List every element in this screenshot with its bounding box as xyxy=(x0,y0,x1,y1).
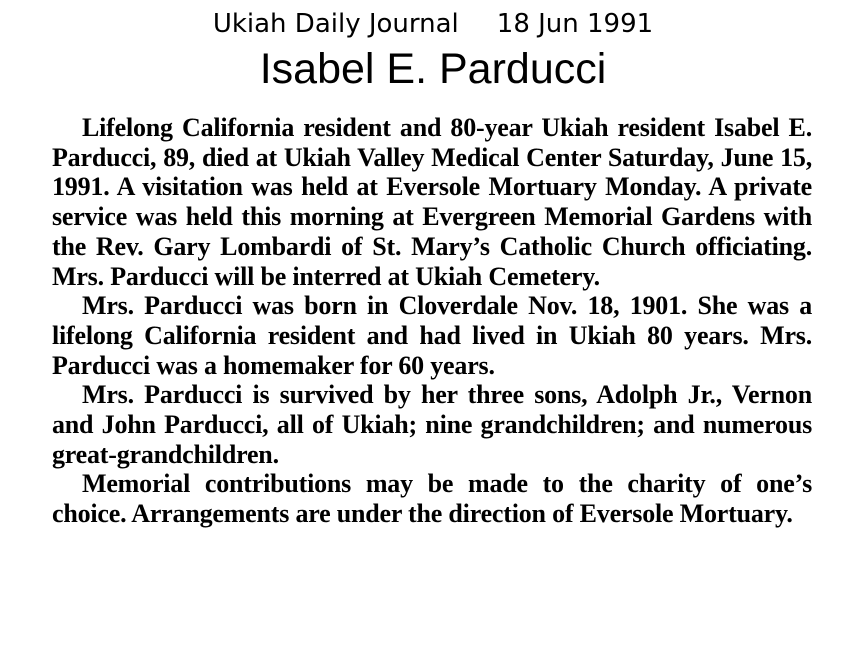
publication-name: Ukiah Daily Journal xyxy=(212,9,459,39)
paragraph-survivors: Mrs. Parducci is survived by her three sons, Adolph Jr., Vernon and John Parducci, all of Ukiah; nine grandchildren; and numerous great-grandchildren. xyxy=(52,380,812,469)
publication-header xyxy=(0,8,866,40)
publication-date: 18 Jun 1991 xyxy=(496,9,654,39)
obituary-body xyxy=(52,113,812,529)
paragraph-memorial: Memorial contributions may be made to the charity of one’s choice. Arrangements are under the direction of Eversole Mortuary. xyxy=(52,469,812,529)
obituary-title: Isabel E. Parducci xyxy=(259,45,607,93)
paragraph-biography: Mrs. Parducci was born in Cloverdale Nov. 18, 1901. She was a lifelong California resident and had lived in Ukiah 80 years. Mrs. Parducci was a homemaker for 60 years. xyxy=(52,291,812,380)
paragraph-death-notice: Lifelong California resident and 80-year Ukiah resident Isabel E. Parducci, 89, died at Ukiah Valley Medical Center Saturday, June 15, 1991. A visitation was held at Eversole Mortuary Monday. A private service was held this morning at Evergreen Memorial Gardens with the Rev. Gary Lombardi of St. Mary’s Catholic Church officiating. Mrs. Parducci will be interred at Ukiah Cemetery. xyxy=(52,113,812,291)
